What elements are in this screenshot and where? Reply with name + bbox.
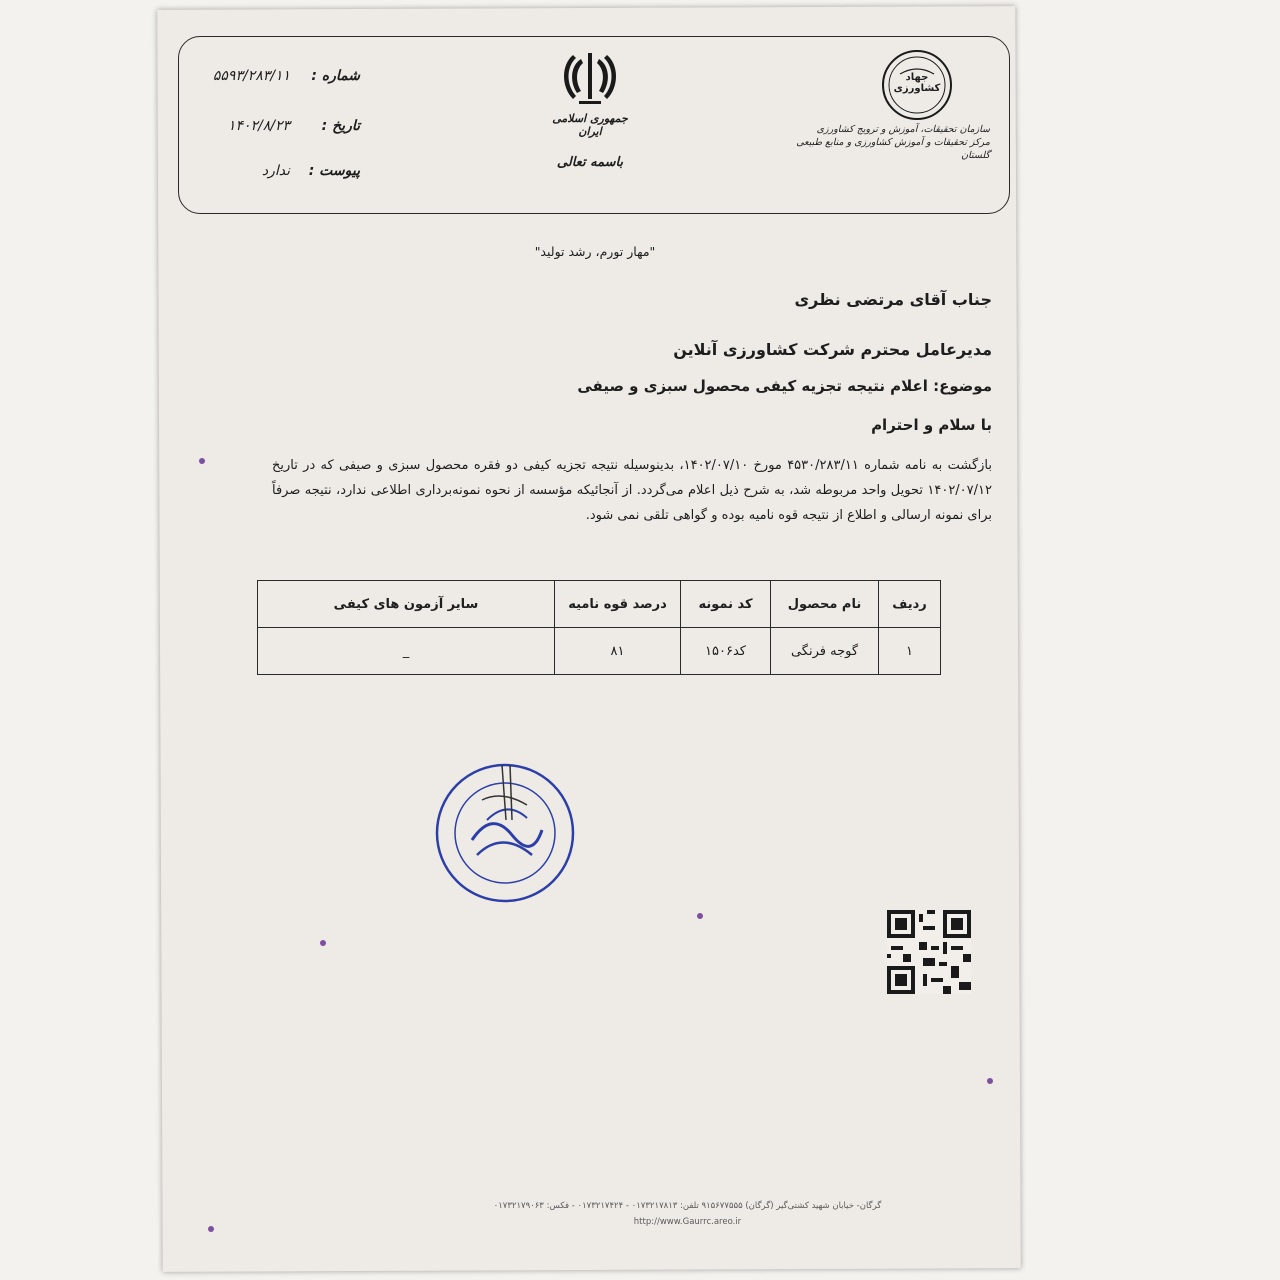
- iran-emblem-icon: [555, 45, 625, 115]
- cell-product: گوجه فرنگی: [771, 628, 879, 675]
- speck: [320, 940, 326, 946]
- speck: [208, 1226, 214, 1232]
- qr-code-icon: [887, 910, 971, 994]
- letter-attachment: پیوست :ندارد: [261, 163, 360, 179]
- organization-name: [790, 123, 990, 162]
- letter-number: شماره :۵۵۹۳/۲۸۳/۱۱: [212, 68, 360, 84]
- greeting: با سلام و احترام: [871, 416, 992, 434]
- letter-footer: [385, 1198, 990, 1230]
- logo-text: جهاد کشاورزی: [893, 72, 941, 94]
- org-line-2: مرکز تحقیقات و آموزش کشاورزی و منابع طبیعی گلستان: [796, 137, 990, 161]
- col-header-code: کد نمونه: [681, 581, 771, 628]
- recipient-name: جناب آقای مرتضی نظری: [794, 290, 992, 309]
- footer-web: http://www.Gaurrc.areo.ir: [633, 1217, 742, 1227]
- table-row: [258, 628, 941, 675]
- cell-other-tests: _: [258, 628, 555, 675]
- col-header-row: ردیف: [879, 581, 941, 628]
- emblem-caption: جمهوری اسلامی ایران: [552, 112, 628, 138]
- cell-row-number: ۱: [879, 628, 941, 675]
- table-header-row: [258, 581, 941, 628]
- col-header-germination: درصد قوه نامیه: [555, 581, 681, 628]
- speck: [199, 458, 205, 464]
- letter-date: تاریخ :۱۴۰۲/۸/۲۳: [227, 118, 360, 134]
- speck: [697, 913, 703, 919]
- official-stamp-icon: [432, 760, 578, 906]
- slogan: "مهار تورم، رشد تولید": [534, 244, 656, 259]
- org-line-1: سازمان تحقیقات، آموزش و ترویج کشاورزی: [816, 124, 990, 135]
- col-header-product: نام محصول: [771, 581, 879, 628]
- footer-address: گرگان- خیابان شهید کشتی‌گیر (گرگان) ۹۱۵۶۷۷۵۵۵ تلفن: ۰۱۷۳۲۱۷۸۱۳ - ۰۱۷۳۲۱۷۴۲۴ - فکس: ۰۱۷۳۲۱۷۹۰۶۳: [493, 1201, 882, 1211]
- cell-code: کد۱۵۰۶: [681, 628, 771, 675]
- basme-taala: باسمه تعالی: [556, 155, 624, 170]
- letter-subject: موضوع: اعلام نتیجه تجزیه کیفی محصول سبزی و صیفی: [577, 377, 992, 395]
- letter-body: بازگشت به نامه شماره ۴۵۳۰/۲۸۳/۱۱ مورخ ۱۴۰۲/۰۷/۱۰، بدینوسیله نتیجه تجزیه کیفی دو فقره محصول سبزی و صیفی که در تاریخ ۱۴۰۲/۰۷/۱۲ تحویل واحد مربوطه شد، به شرح ذیل اعلام می‌گردد. از آنجائیکه مؤسسه از نحوه نمونه‌برداری اطلاعی ندارد، نتیجه صرفاً برای نمونه ارسالی و اطلاع از نتیجه قوه نامیه بوده و گواهی تلقی نمی شود.: [272, 458, 992, 523]
- col-header-other-tests: سایر آزمون های کیفی: [258, 581, 555, 628]
- speck: [987, 1078, 993, 1084]
- results-table: [257, 580, 941, 675]
- recipient-title: مدیرعامل محترم شرکت کشاورزی آنلاین: [673, 340, 992, 359]
- cell-germination: ۸۱: [555, 628, 681, 675]
